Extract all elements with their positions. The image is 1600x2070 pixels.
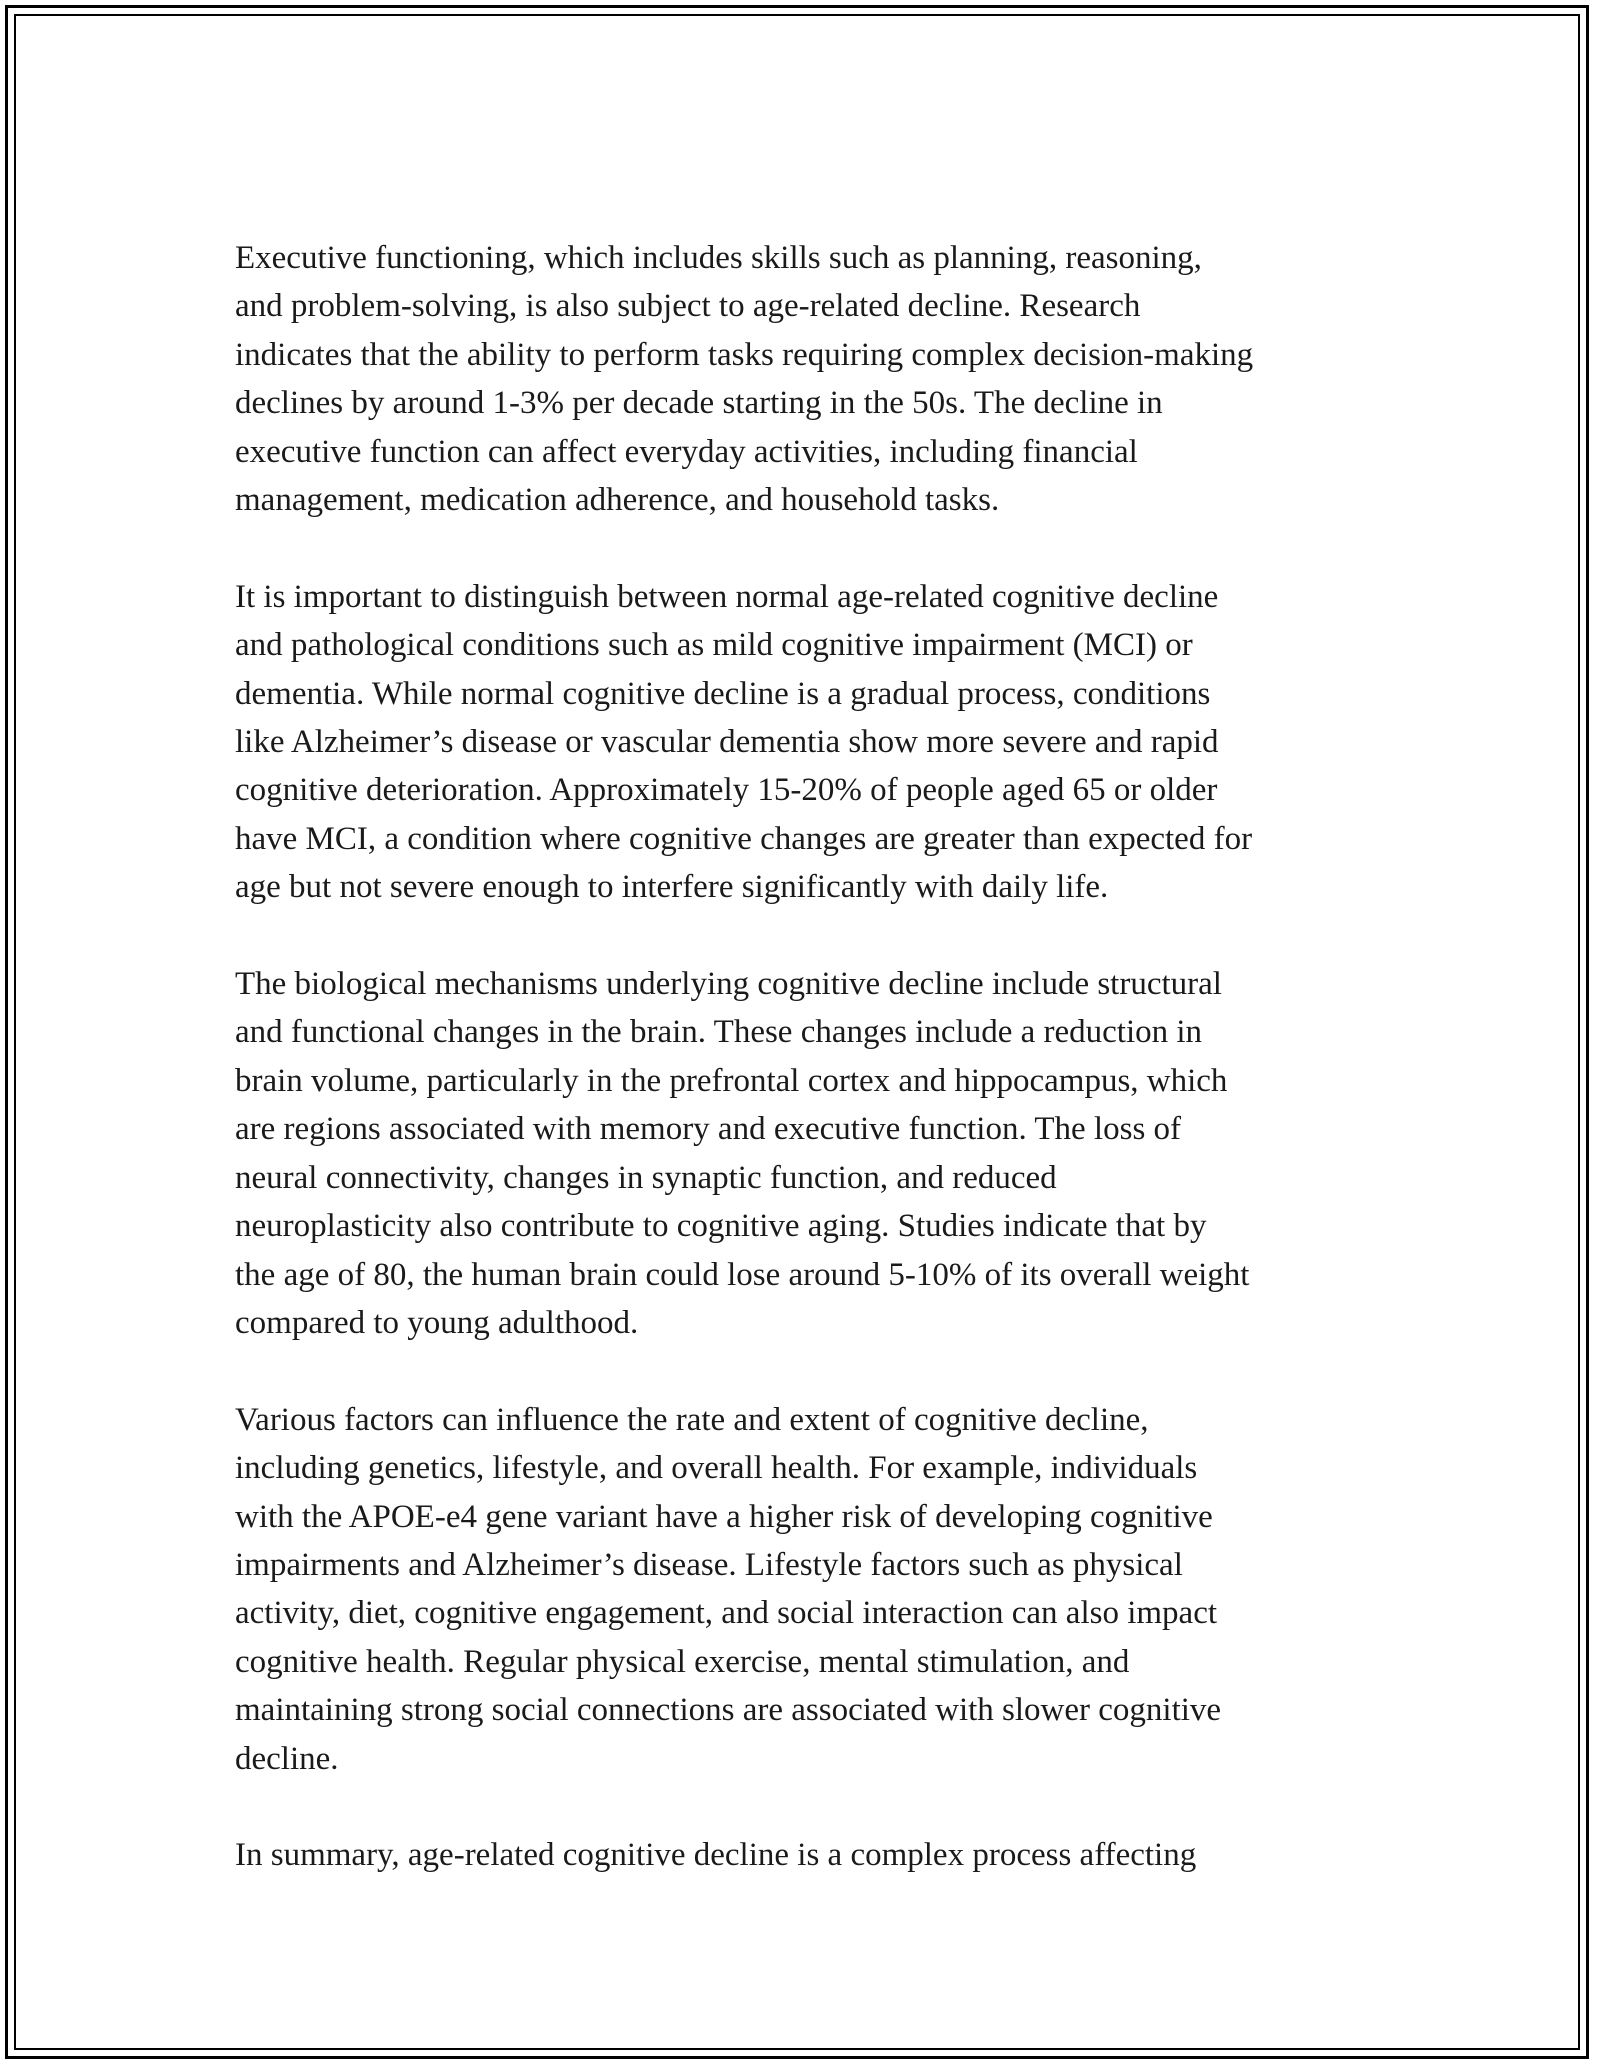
text-line: cognitive deterioration. Approximately 15-20% of people aged 65 or older	[235, 772, 1218, 809]
text-line: Various factors can influence the rate and extent of cognitive decline,	[235, 1401, 1149, 1438]
text-line: with the APOE-e4 gene variant have a higher risk of developing cognitive	[235, 1498, 1213, 1535]
text-line: are regions associated with memory and executive function. The loss of	[235, 1111, 1182, 1148]
paragraph-influencing-factors	[235, 1396, 1385, 1783]
text-line: compared to young adulthood.	[235, 1304, 639, 1341]
text-line: decline.	[235, 1740, 339, 1777]
text-line: and pathological conditions such as mild cognitive impairment (MCI) or	[235, 627, 1193, 664]
text-line: neuroplasticity also contribute to cognitive aging. Studies indicate that by	[235, 1208, 1207, 1245]
text-line: The biological mechanisms underlying cognitive decline include structural	[235, 966, 1222, 1003]
text-line: including genetics, lifestyle, and overall health. For example, individuals	[235, 1450, 1198, 1487]
text-line: cognitive health. Regular physical exercise, mental stimulation, and	[235, 1643, 1130, 1680]
paragraph-normal-vs-pathological	[235, 573, 1385, 912]
text-line: and problem-solving, is also subject to age-related decline. Research	[235, 288, 1141, 325]
text-line: activity, diet, cognitive engagement, and social interaction can also impact	[235, 1595, 1218, 1632]
text-line: It is important to distinguish between normal age-related cognitive decline	[235, 578, 1219, 615]
text-line: the age of 80, the human brain could lose around 5-10% of its overall weight	[235, 1256, 1250, 1293]
text-line: and functional changes in the brain. These changes include a reduction in	[235, 1014, 1203, 1051]
text-line: In summary, age-related cognitive decline is a complex process affecting	[235, 1837, 1197, 1874]
text-line: have MCI, a condition where cognitive changes are greater than expected for	[235, 820, 1253, 857]
document-body	[235, 234, 1385, 1928]
text-line: age but not severe enough to interfere significantly with daily life.	[235, 869, 1109, 906]
paragraph-executive-functioning	[235, 234, 1385, 524]
text-line: maintaining strong social connections are associated with slower cognitive	[235, 1692, 1222, 1729]
text-line: neural connectivity, changes in synaptic function, and reduced	[235, 1159, 1057, 1196]
text-line: Executive functioning, which includes skills such as planning, reasoning,	[235, 240, 1202, 276]
text-line: like Alzheimer’s disease or vascular dementia show more severe and rapid	[235, 724, 1219, 761]
text-line: brain volume, particularly in the prefrontal cortex and hippocampus, which	[235, 1062, 1228, 1099]
text-line: declines by around 1-3% per decade starting in the 50s. The decline in	[235, 385, 1163, 422]
text-line: dementia. While normal cognitive decline is a gradual process, conditions	[235, 675, 1211, 712]
paragraph-summary	[235, 1831, 1385, 1879]
paragraph-biological-mechanisms	[235, 960, 1385, 1347]
text-line: indicates that the ability to perform tasks requiring complex decision-making	[235, 336, 1254, 373]
text-line: management, medication adherence, and household tasks.	[235, 482, 1000, 519]
text-line: impairments and Alzheimer’s disease. Lifestyle factors such as physical	[235, 1546, 1183, 1583]
text-line: executive function can affect everyday activities, including financial	[235, 433, 1138, 470]
